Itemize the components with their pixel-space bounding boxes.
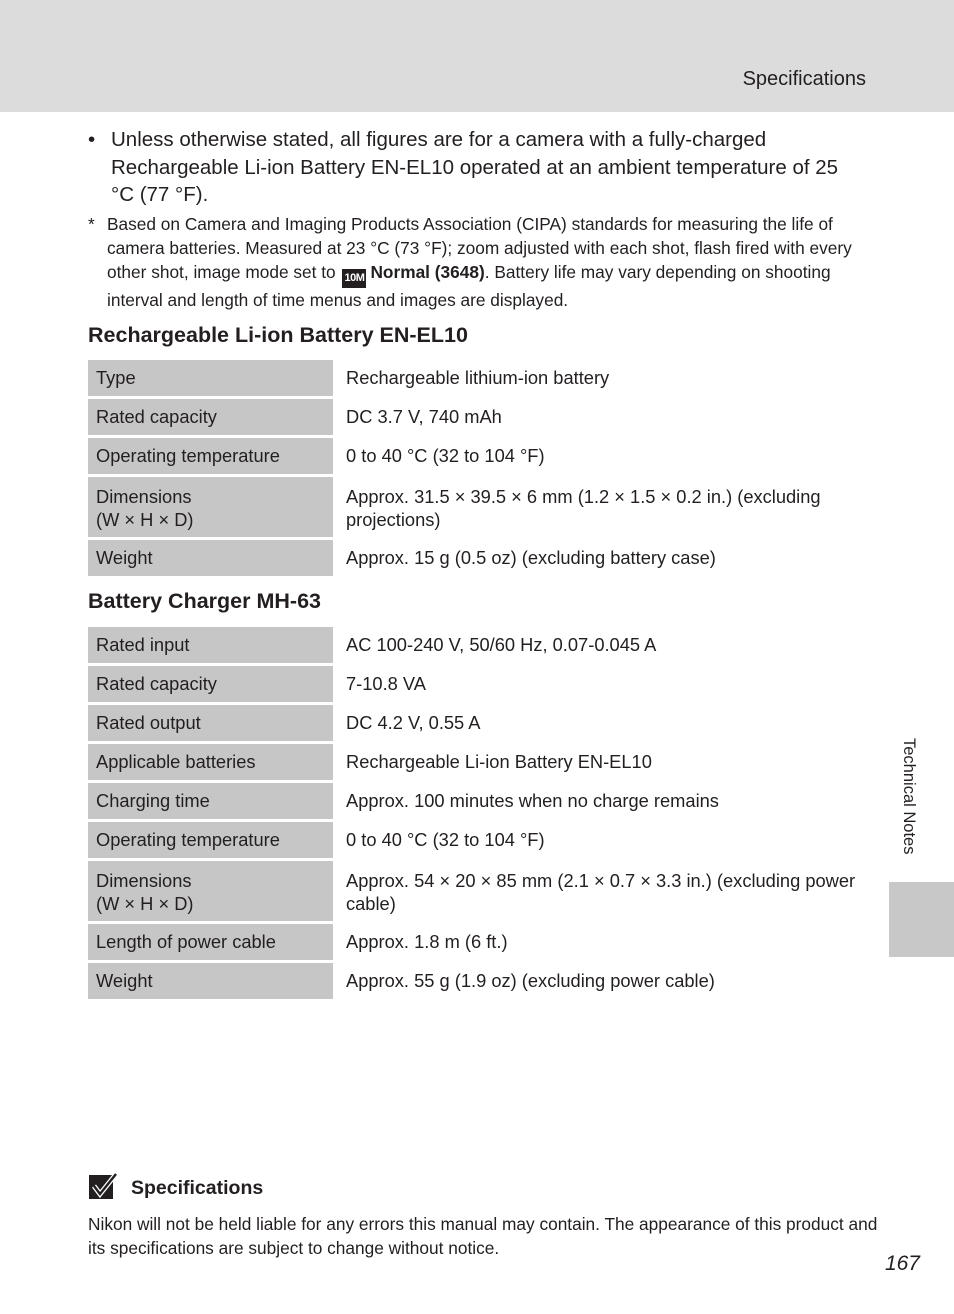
- note-title: Specifications: [131, 1177, 264, 1199]
- intro-bullet: [88, 126, 858, 209]
- spec-row: [88, 399, 866, 435]
- spec-key-text: Length of power cable: [96, 931, 276, 952]
- spec-key: [88, 822, 336, 858]
- spec-row: [88, 822, 866, 858]
- spec-value-text: Approx. 100 minutes when no charge remains: [346, 790, 719, 811]
- spec-value: [336, 783, 866, 819]
- spec-value-text-line2: cable): [346, 893, 396, 914]
- footnote-text-start: Based on Camera and Imaging Products Association (CIPA) standards for measuring the life of camera batteries. Measured at 23 °C (73 °F); zoom adjusted with each shot, flash fired with every other shot, image mode set to: [107, 214, 852, 282]
- spec-value: [336, 744, 866, 780]
- spec-key-text: Type: [96, 367, 136, 388]
- spec-row: [88, 666, 866, 702]
- spec-key-text: Charging time: [96, 790, 210, 811]
- image-mode-icon: 10M: [342, 269, 366, 288]
- header-band: [0, 0, 954, 112]
- spec-key: [88, 477, 336, 537]
- spec-key-text: Applicable batteries: [96, 751, 256, 772]
- spec-key-text: Rated output: [96, 712, 201, 733]
- spec-value-text: DC 4.2 V, 0.55 A: [346, 712, 481, 733]
- footnote: [88, 212, 868, 312]
- spec-key: [88, 924, 336, 960]
- spec-row: [88, 924, 866, 960]
- spec-value-text: Approx. 15 g (0.5 oz) (excluding battery case): [346, 547, 716, 568]
- spec-key: [88, 399, 336, 435]
- spec-row: [88, 744, 866, 780]
- spec-value-text: 0 to 40 °C (32 to 104 °F): [346, 829, 545, 850]
- spec-key: [88, 666, 336, 702]
- check-note-icon: [88, 1172, 118, 1202]
- spec-value-text: 7-10.8 VA: [346, 673, 426, 694]
- spec-value-text: AC 100-240 V, 50/60 Hz, 0.07-0.045 A: [346, 634, 657, 655]
- spec-row: [88, 783, 866, 819]
- side-tab: [889, 882, 954, 957]
- spec-key-text: Dimensions: [96, 486, 192, 507]
- spec-value: [336, 540, 866, 576]
- spec-key: [88, 744, 336, 780]
- spec-row: [88, 627, 866, 663]
- spec-key-text-line2: (W × H × D): [96, 509, 194, 530]
- footnote-text-end: . Battery life may vary depending on shooting interval and length of time menus and images are displayed.: [107, 262, 831, 310]
- spec-key: [88, 438, 336, 474]
- page-number: 167: [884, 1252, 920, 1275]
- spec-value: [336, 861, 866, 921]
- spec-key-text: Operating temperature: [96, 445, 280, 466]
- spec-value: [336, 963, 866, 999]
- spec-row: [88, 963, 866, 999]
- spec-value-text: Rechargeable Li-ion Battery EN-EL10: [346, 751, 652, 772]
- spec-row: [88, 861, 866, 921]
- spec-key: [88, 963, 336, 999]
- spec-value-text: Rechargeable lithium-ion battery: [346, 367, 610, 388]
- spec-value: [336, 822, 866, 858]
- spec-value-text: 0 to 40 °C (32 to 104 °F): [346, 445, 545, 466]
- spec-value-text: Approx. 54 × 20 × 85 mm (2.1 × 0.7 × 3.3 in.) (excluding power: [346, 870, 856, 891]
- spec-key: [88, 540, 336, 576]
- spec-value: [336, 360, 866, 396]
- charger-spec-table: [88, 624, 866, 1002]
- spec-value: [336, 627, 866, 663]
- spec-value: [336, 705, 866, 741]
- spec-value-text-line2: projections): [346, 509, 441, 530]
- spec-row: [88, 540, 866, 576]
- footnote-text: [107, 212, 868, 312]
- spec-value-text: Approx. 55 g (1.9 oz) (excluding power cable): [346, 970, 715, 991]
- spec-value: [336, 666, 866, 702]
- spec-row: [88, 438, 866, 474]
- spec-key-text-line2: (W × H × D): [96, 893, 194, 914]
- spec-row: [88, 477, 866, 537]
- note-body: Nikon will not be held liable for any errors this manual may contain. The appearance of this product and its specifications are subject to change without notice.: [88, 1214, 878, 1258]
- spec-key: [88, 360, 336, 396]
- spec-key-text: Rated capacity: [96, 406, 217, 427]
- spec-value: [336, 924, 866, 960]
- charger-heading: Battery Charger MH-63: [88, 589, 321, 613]
- spec-key-text: Weight: [96, 547, 153, 568]
- spec-key: [88, 627, 336, 663]
- bullet-marker: •: [88, 128, 96, 151]
- spec-value: [336, 399, 866, 435]
- spec-key: [88, 861, 336, 921]
- spec-value-text: DC 3.7 V, 740 mAh: [346, 406, 502, 427]
- spec-key: [88, 705, 336, 741]
- side-tab-label: Technical Notes: [900, 738, 918, 855]
- spec-key: [88, 783, 336, 819]
- spec-row: [88, 705, 866, 741]
- spec-row: [88, 360, 866, 396]
- footnote-marker: *: [88, 214, 95, 234]
- spec-key-text: Weight: [96, 970, 153, 991]
- spec-value-text: Approx. 1.8 m (6 ft.): [346, 931, 508, 952]
- battery-spec-table: [88, 357, 866, 579]
- running-head: Specifications: [742, 68, 866, 90]
- spec-key-text: Rated input: [96, 634, 190, 655]
- spec-key-text: Operating temperature: [96, 829, 280, 850]
- spec-value-text: Approx. 31.5 × 39.5 × 6 mm (1.2 × 1.5 × 0.2 in.) (excluding: [346, 486, 821, 507]
- spec-value: [336, 477, 866, 537]
- spec-key-text: Rated capacity: [96, 673, 217, 694]
- spec-value: [336, 438, 866, 474]
- spec-key-text: Dimensions: [96, 870, 192, 891]
- battery-heading: Rechargeable Li-ion Battery EN-EL10: [88, 323, 468, 347]
- bullet-text: Unless otherwise stated, all figures are for a camera with a fully-charged Rechargeable Li-ion Battery EN-EL10 operated at an ambient temperature of 25 °C (77 °F).: [111, 128, 839, 206]
- footnote-bold-mode: Normal (3648): [370, 262, 485, 282]
